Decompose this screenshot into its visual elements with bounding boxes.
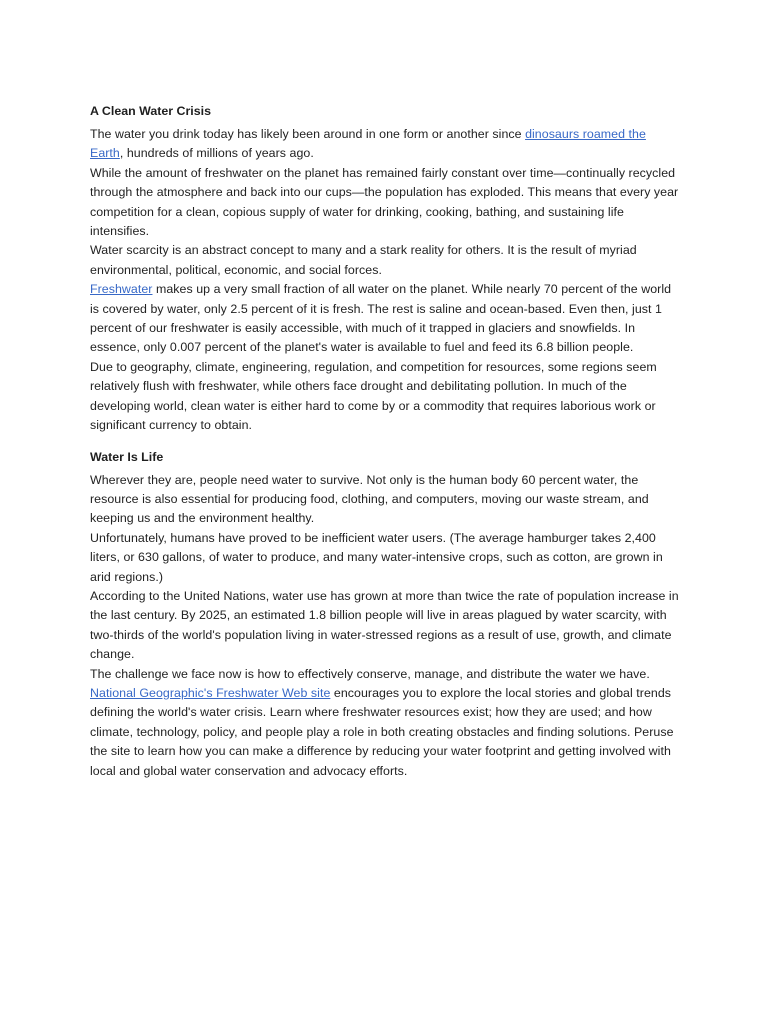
paragraph: While the amount of freshwater on the planet has remained fairly constant over time—continually recycled through the atmosphere and back into our cups—the population has exploded. This means that every year competition for a clean, copious supply of water for drinking, cooking, bathing, and sustaining life intensifies.	[90, 165, 679, 239]
document-page	[90, 103, 682, 781]
paragraph-text: The water you drink today has likely been around in one form or another since	[90, 127, 526, 141]
paragraph: Wherever they are, people need water to survive. Not only is the human body 60 percent water, the resource is also essential for producing food, clothing, and computers, moving our waste stream, and keeping us and the environment healthy.	[90, 472, 649, 526]
paragraph	[90, 125, 682, 164]
paragraph	[90, 665, 682, 781]
paragraph: Due to geography, climate, engineering, regulation, and competition for resources, some regions seem relatively flush with freshwater, while others face drought and debilitating pollution. In much of the developing world, clean water is either hard to come by or a commodity that requires laborious work or significant currency to obtain.	[90, 359, 657, 433]
section-heading: A Clean Water Crisis	[90, 104, 211, 118]
dinosaurs-link[interactable]: dinosaurs roamed the Earth	[90, 127, 646, 161]
section-clean-water-crisis	[90, 103, 682, 436]
section-water-is-life	[90, 449, 682, 782]
paragraph: According to the United Nations, water use has grown at more than twice the rate of population increase in the last century. By 2025, an estimated 1.8 billion people will live in areas plagued by water scarcity, with two-thirds of the world's population living in water-stressed regions as a result of use, growth, and climate change.	[90, 588, 679, 662]
paragraph-text: encourages you to explore the local stories and global trends defining the world's water crisis. Learn where freshwater resources exist; how they are used; and how climate, technology, policy, and people play a role in both creating obstacles and finding solutions. Peruse the site to learn how you can make a difference by reducing your water footprint and getting involved with local and global water conservation and advocacy efforts.	[90, 685, 674, 778]
paragraph	[90, 280, 682, 358]
paragraph-text: The challenge we face now is how to effectively conserve, manage, and distribute the water we have.	[90, 666, 650, 681]
paragraph: Water scarcity is an abstract concept to many and a stark reality for others. It is the result of myriad environmental, political, economic, and social forces.	[90, 243, 637, 277]
national-geographic-freshwater-link[interactable]: National Geographic's Freshwater Web site	[90, 685, 331, 700]
freshwater-link[interactable]: Freshwater	[90, 282, 153, 297]
paragraph-text: , hundreds of millions of years ago.	[119, 146, 314, 161]
section-heading: Water Is Life	[90, 449, 164, 464]
paragraph: Unfortunately, humans have proved to be inefficient water users. (The average hamburger takes 2,400 liters, or 630 gallons, of water to produce, and many water-intensive crops, such as cotton, are grown in arid regions.)	[90, 530, 663, 584]
paragraph-text: makes up a very small fraction of all water on the planet. While nearly 70 percent of the world is covered by water, only 2.5 percent of it is fresh. The rest is saline and ocean-based. Even then, just 1 percent of our freshwater is easily accessible, with much of it trapped in glaciers and snowfields. In essence, only 0.007 percent of the planet's water is available to fuel and feed its 6.8 billion people.	[90, 282, 672, 355]
